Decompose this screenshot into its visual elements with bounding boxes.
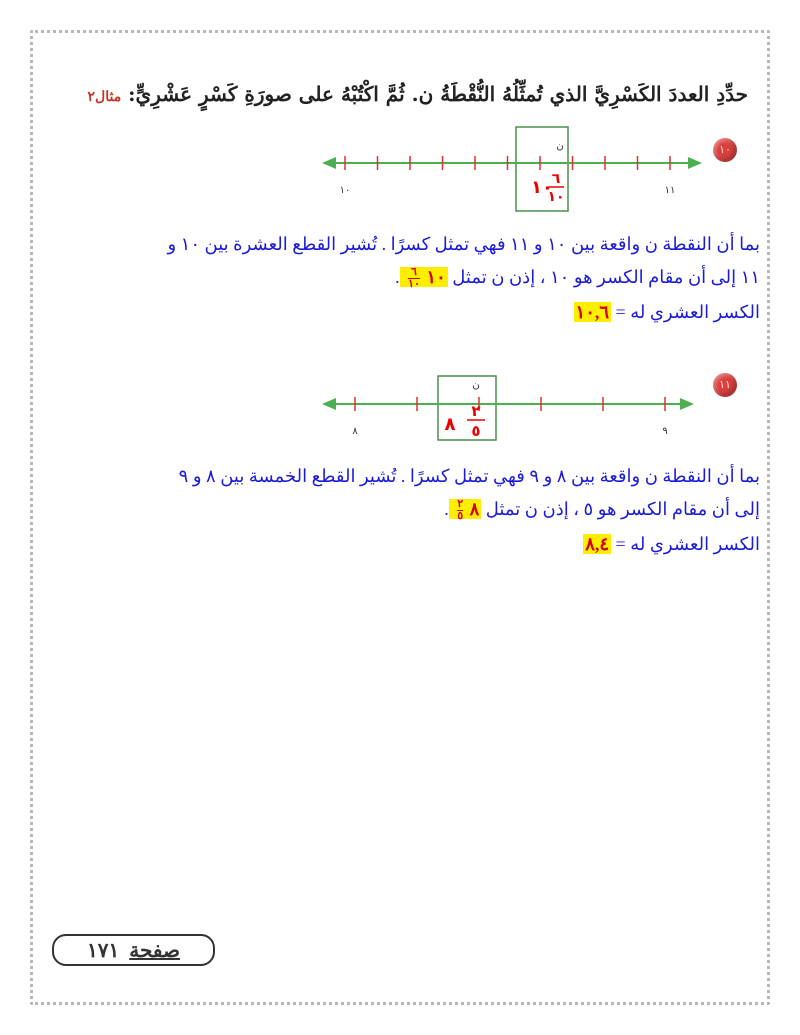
decimal-answer: ٨,٤ [585, 534, 610, 554]
mixed-number-highlight: ١٠ $\frac{٦}{١٠}$ [400, 267, 448, 287]
answer-numerator: ٦ [551, 171, 561, 187]
page-number: ١٧١ [87, 938, 120, 962]
decimal-line-11: الكسر العشري له = ٨,٤ [585, 534, 760, 554]
left-arrow-icon [322, 398, 336, 410]
mixed-number-highlight: ٨ $\frac{٢}{٥}$ [449, 499, 482, 519]
point-label: ن [472, 380, 480, 391]
answer-whole: ١٠ [531, 177, 553, 198]
answer-denominator: ١٠ [547, 189, 565, 205]
answer-whole: ٨ [444, 414, 456, 435]
problem-number-badge: ١١ [713, 373, 737, 397]
answer-numerator: ٢ [471, 402, 481, 420]
left-label: ١٠ [339, 185, 351, 196]
decimal-line-10: الكسر العشري له = ١٠,٦ [575, 302, 760, 322]
problem-number-badge: ١٠ [713, 138, 737, 162]
number-line-10-11 [320, 125, 705, 215]
point-label: ن [556, 141, 564, 152]
number-line-8-9 [320, 372, 700, 444]
right-arrow-icon [688, 157, 702, 169]
right-label: ١١ [664, 185, 676, 196]
explanation-line-1: بما أن النقطة ن واقعة بين ١٠ و ١١ فهي تمثل كسرًا . تُشير القطع العشرة بين ١٠ و [167, 234, 760, 254]
page-label: صفحة [129, 938, 180, 962]
decimal-answer: ١٠,٦ [575, 302, 610, 322]
left-label: ٨ [352, 426, 358, 437]
example-reference: مثال٢ [87, 89, 122, 105]
explanation-line-2: إلى أن مقام الكسر هو ٥ ، إذن ن تمثل ٨ $\frac{٢}{٥}$ . [444, 498, 760, 523]
explanation-line-2: ١١ إلى أن مقام الكسر هو ١٠ ، إذن ن تمثل ١٠ $\frac{٦}{١٠}$ . [395, 266, 760, 291]
instruction-text: حدِّدِ العددَ الكَسْرِيَّ الذي تُمثِّلُهُ النُّقْطَةُ ن. ثُمَّ اكْتُبْهُ على صورَةِ كَسْرٍ عَشْرِيٍّ: [128, 82, 748, 106]
right-arrow-icon [680, 398, 694, 410]
answer-denominator: ٥ [471, 422, 481, 440]
page-number-box [52, 934, 215, 966]
explanation-line-1: بما أن النقطة ن واقعة بين ٨ و ٩ فهي تمثل كسرًا . تُشير القطع الخمسة بين ٨ و ٩ [178, 466, 760, 486]
explanation-10 [35, 228, 760, 329]
left-arrow-icon [322, 157, 336, 169]
right-label: ٩ [662, 426, 668, 437]
instruction-title [88, 82, 749, 106]
explanation-11 [35, 460, 760, 561]
